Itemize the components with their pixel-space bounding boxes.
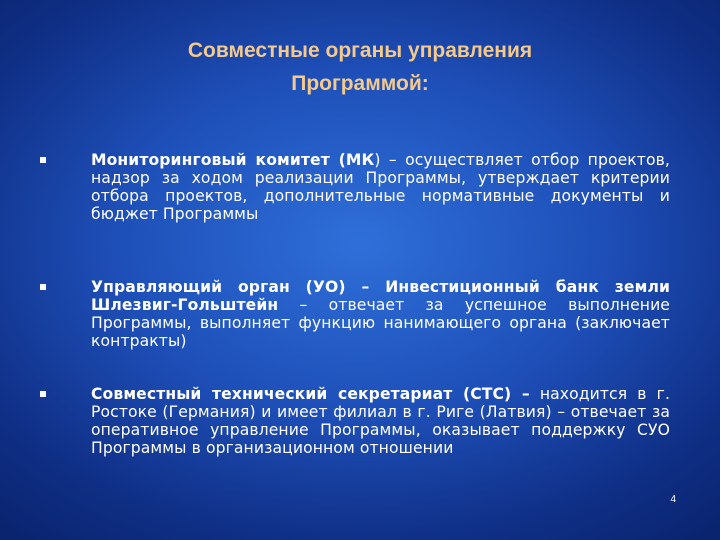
bullet-item-managing-authority: [91, 278, 670, 350]
bullet-marker: [40, 157, 46, 163]
bullet-marker: [40, 391, 46, 397]
slide-title-line-1: Совместные органы управления: [187, 39, 533, 62]
bullet-body-text: – отвечает за успешное выполнение Программы, выполняет функцию нанимающего органа (заключает контракты): [91, 296, 670, 350]
page-number: 4: [670, 494, 676, 505]
bullet-bold-text: Совместный технический секретариат (СТС) –: [91, 385, 530, 403]
bullet-bold-text: Мониторинговый комитет (МК: [91, 151, 375, 169]
bullet-marker: [40, 284, 46, 290]
bullet-item-joint-technical-secretariat: [91, 385, 670, 457]
bullet-body-text: находится в г. Ростоке (Германия) и имеет филиал в г. Риге (Латвия) – отвечает за оперативное управление Программы, оказывает поддержку СУО Программы в организационном отношении: [91, 385, 671, 457]
bullet-bold-text: Управляющий орган (УО) – Инвестиционный банк земли Шлезвиг-Гольштейн: [91, 278, 670, 314]
bullet-body-text: ) – осуществляет отбор проектов, надзор за ходом реализации Программы, утверждает критерии отбора проектов, дополнительные нормативные документы и бюджет Программы: [91, 151, 670, 223]
slide-title-line-2: Программой:: [291, 72, 429, 95]
bullet-item-monitoring-committee: [91, 151, 670, 223]
